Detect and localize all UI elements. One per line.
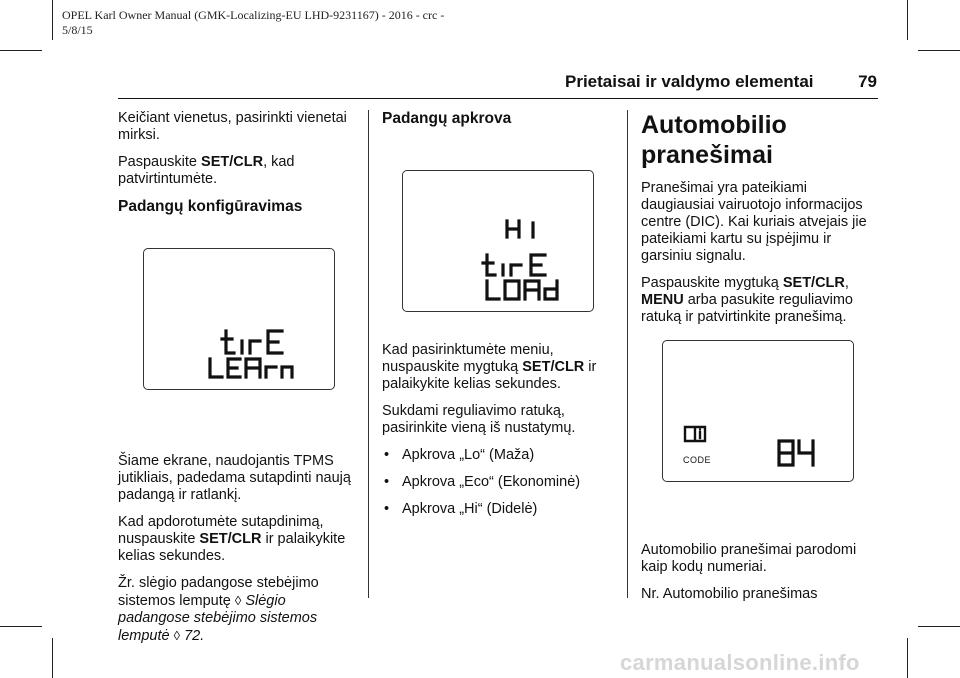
text: ir palaikykite kelias sekundes. [382,359,597,392]
section-title: Prietaisai ir valdymo elementai [565,72,814,91]
crop-mark [918,50,960,51]
text: Paspauskite mygtuką [641,275,783,291]
crop-mark [907,0,908,40]
text: Kad apdorotumėte sutapdinimą, nuspauskite [118,514,324,547]
paragraph: Sukdami reguliavimo ratuką, pasirinkite vieną iš nustatymų. [382,403,576,436]
segment-display [403,171,593,311]
paragraph: Pranešimai yra pateikiami daugiausiai vairuotojo informacijos centre (DIC). Kai kuriais atvejais jie pateikiami kartu su įspėjimu ir garsiniu signalu. [641,180,867,264]
load-options-list [382,447,622,518]
paragraph [118,154,358,188]
heading-tire-learn: Padangų konfigūravimas [118,198,303,215]
paragraph [118,575,358,645]
paragraph [641,275,881,326]
print-meta-line1: OPEL Karl Owner Manual (GMK-Localizing-EU LHD-9231167) - 2016 - crc - [62,8,445,22]
reference-arrow-icon: ◊ [173,628,181,643]
set-clr-label: SET/CLR [782,275,845,291]
list-item: • Apkrova „Lo“ (Maža) [382,447,622,464]
list-item: • Apkrova „Eco“ (Ekonominė) [382,474,622,491]
set-clr-label: SET/CLR [201,154,264,170]
menu-label: MENU [641,292,684,308]
display-tire-learn [143,248,335,390]
print-meta [62,8,522,38]
paragraph: Nr. Automobilio pranešimas [641,586,818,602]
display-tire-load [402,170,594,312]
code-label: CODE [683,455,712,465]
column-divider [627,110,628,598]
crop-mark [918,626,960,627]
text: ir palaikykite kelias sekundes. [118,531,346,564]
text: Žr. slėgio padangose stebėjimo sistemos lemputę [118,575,319,609]
heading-vehicle-messages: Automobilio pranešimai [641,111,787,169]
page-number: 79 [858,72,877,91]
text: Paspauskite [118,154,202,170]
info-book-icon [685,427,705,441]
set-clr-label: SET/CLR [522,359,585,375]
set-clr-label: SET/CLR [199,531,262,547]
watermark: carmanualsonline.info [620,650,860,675]
header-rule [118,98,878,99]
paragraph: Automobilio pranešimai parodomi kaip kodų numeriai. [641,542,857,575]
crop-mark [0,626,42,627]
crop-mark [52,638,53,678]
list-item: • Apkrova „Hi“ (Didelė) [382,501,622,518]
text: Kad pasirinktumėte meniu, nuspauskite mygtuką [382,342,554,375]
crop-mark [907,638,908,678]
page-header [565,72,877,92]
paragraph: Keičiant vienetus, pasirinkti vienetai mirksi. [118,110,347,143]
segment-display [144,249,334,389]
crop-mark [0,50,42,51]
text: , [844,275,849,291]
text: , kad patvirtintumėte. [118,154,295,187]
crop-mark [52,0,53,40]
reference-arrow-icon: ◊ [234,593,242,608]
paragraph [382,342,622,393]
paragraph: Šiame ekrane, naudojantis TPMS jutikliais, padedama sutapdinti naują padangą ir ratlankį. [118,453,351,503]
heading-tire-load: Padangų apkrova [382,110,512,127]
print-meta-line2: 5/8/15 [62,23,93,37]
paragraph [118,514,358,565]
display-vehicle-message-code [662,340,854,482]
cross-reference-link[interactable]: Slėgio padangose stebėjimo sistemos lemputė [118,593,318,644]
reference-page: 72. [184,628,205,644]
column-divider [368,110,369,598]
text: arba pasukite reguliavimo ratuką ir patvirtinkite pranešimą. [641,292,853,325]
